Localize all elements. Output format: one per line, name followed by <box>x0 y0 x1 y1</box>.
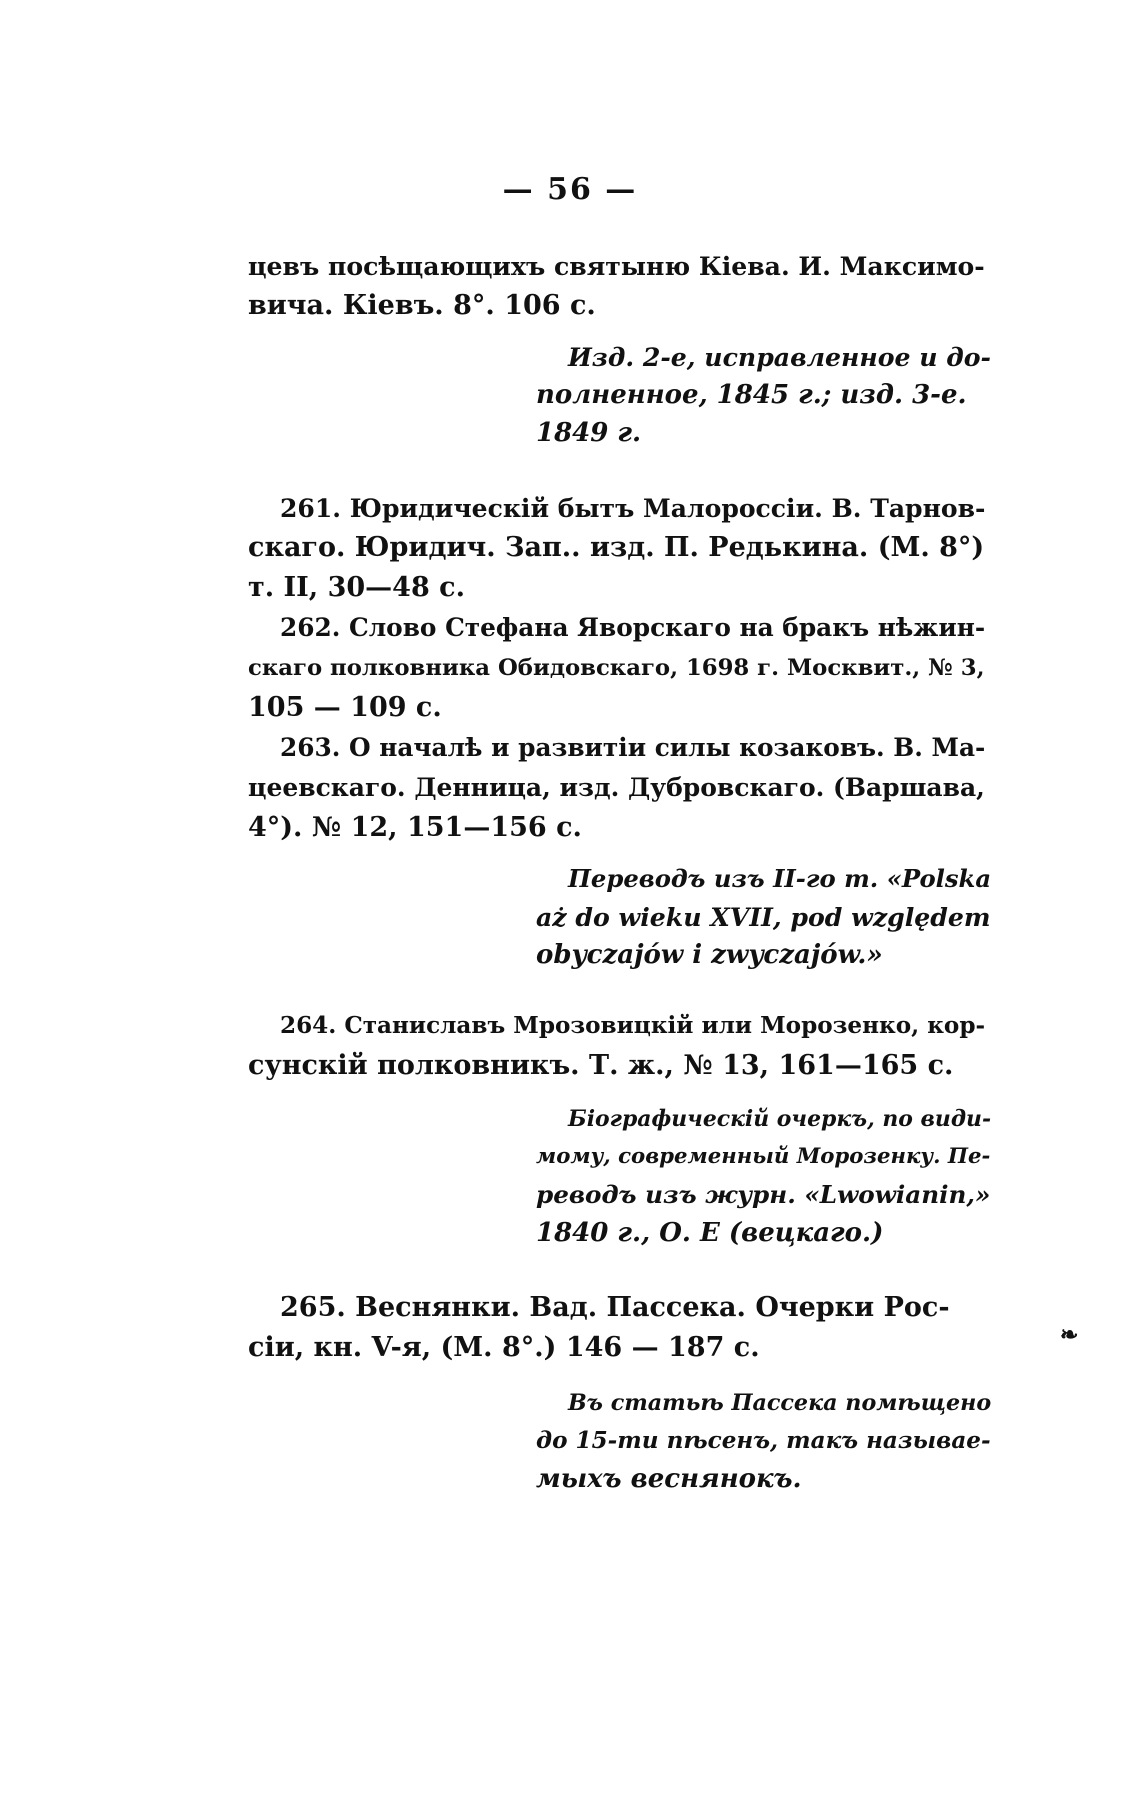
text-line: т. II, 30—48 с. <box>248 572 465 603</box>
entry-264 <box>248 1006 1000 1086</box>
note-line: aż do wieku XVII, pod względem <box>536 902 991 932</box>
note-line: 1849 г. <box>536 418 642 448</box>
note-265 <box>536 1384 1000 1498</box>
text-line: вича. Кіевъ. 8°. 106 с. <box>248 290 596 321</box>
text-line: 4°). № 12, 151—156 с. <box>248 812 582 843</box>
note-line: мому, современный Морозенку. Пе- <box>536 1144 991 1169</box>
note-line: реводъ изъ журн. «Lwowianin,» <box>536 1180 991 1209</box>
note-line: Изд. 2-е, исправленное и до- <box>568 342 992 372</box>
note-line: Переводъ изъ II-го т. «Polska <box>568 864 992 893</box>
text-line: цевъ посѣщающихъ святыню Кіева. И. Максимо- <box>248 251 985 281</box>
note-line: obyczajów i zwyczajów.» <box>536 940 883 970</box>
text-line: скаго. Юридич. Зап.. изд. П. Редькина. (М. 8°) <box>248 532 985 563</box>
note-line: полненное, 1845 г.; изд. 3-е. <box>536 380 967 410</box>
entry-262 <box>248 608 1000 728</box>
text-line: 105 — 109 с. <box>248 692 442 723</box>
text-line: цеевскаго. Денница, изд. Дубровскаго. (Варшава, <box>248 773 985 802</box>
page-number: — 56 — <box>502 172 638 207</box>
entry-263 <box>248 728 1000 848</box>
entry-260-continuation <box>248 246 1000 326</box>
text-line: 262. Слово Стефана Яворскаго на бракъ нѣжин- <box>280 613 986 642</box>
note-264 <box>536 1100 1000 1252</box>
margin-mark-icon: ❧ <box>1060 1322 1079 1348</box>
text-line: сунскій полковникъ. Т. ж., № 13, 161—165 с. <box>248 1050 954 1081</box>
note-line: до 15-ти пѣсенъ, такъ называе- <box>536 1427 991 1454</box>
entry-265 <box>248 1288 1000 1368</box>
entry-261 <box>248 488 1000 608</box>
note-line: мыхъ веснянокъ. <box>536 1464 802 1494</box>
note-line: Въ статьѣ Пассека помѣщено <box>568 1390 992 1416</box>
note-263 <box>536 860 1000 974</box>
text-line: 265. Веснянки. Вад. Пассека. Очерки Рос- <box>280 1292 950 1323</box>
note-260 <box>536 338 1000 452</box>
note-line: 1840 г., О. Е (вецкаго.) <box>536 1218 884 1248</box>
text-line: 264. Станиславъ Мрозовицкій или Морозенко, кор- <box>280 1012 986 1039</box>
text-line: 263. О началѣ и развитіи силы козаковъ. В. Ма- <box>280 733 986 762</box>
text-line: сіи, кн. V-я, (М. 8°.) 146 — 187 с. <box>248 1332 760 1363</box>
note-line: Біографическій очеркъ, по види- <box>568 1106 992 1132</box>
text-line: скаго полковника Обидовскаго, 1698 г. Москвит., № 3, <box>248 655 985 681</box>
text-line: 261. Юридическій бытъ Малороссіи. В. Тарнов- <box>280 493 986 523</box>
